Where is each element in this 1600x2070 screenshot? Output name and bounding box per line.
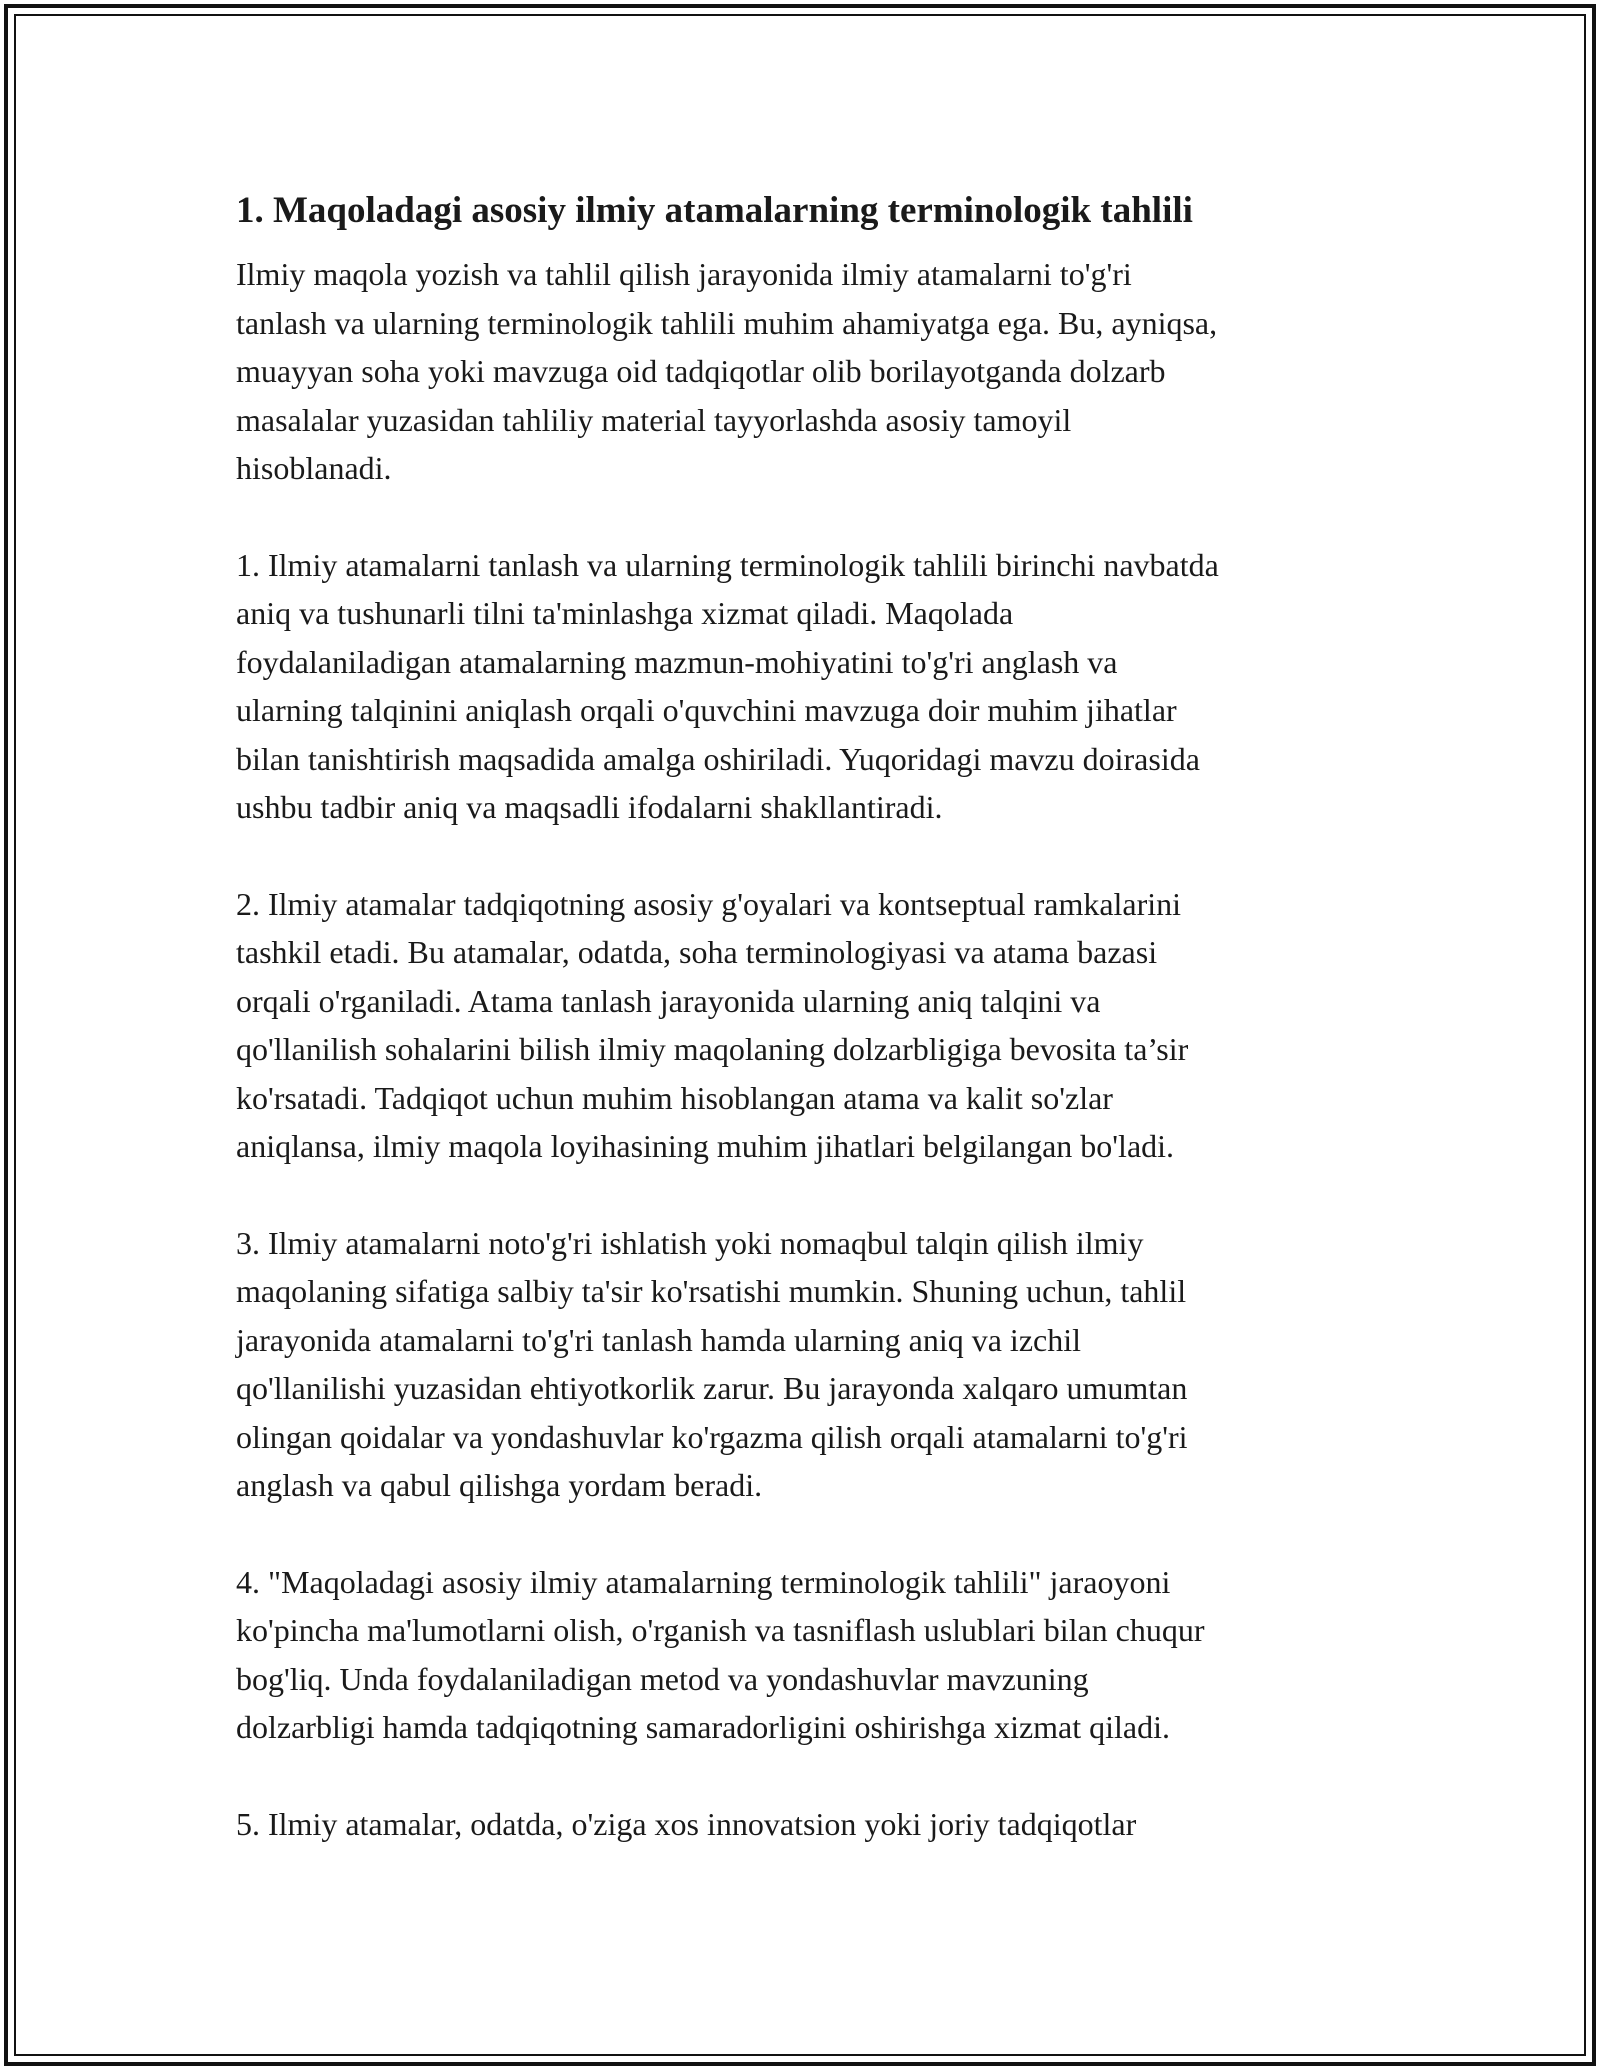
paragraph-line: dolzarbligi hamda tadqiqotning samaradorligini oshirishga xizmat qiladi. [236,1709,1171,1745]
paragraph-line: bilan tanishtirish maqsadida amalga oshiriladi. Yuqoridagi mavzu doirasida [236,740,1200,777]
paragraph-line: maqolaning sifatiga salbiy ta'sir ko'rsatishi mumkin. Shuning uchun, tahlil [236,1273,1187,1309]
paragraph-line: aniq va tushunarli tilni ta'minlashga xizmat qiladi. Maqolada [236,595,1014,631]
paragraph-line: tanlash va ularning terminologik tahlili muhim ahamiyatga ega. Bu, ayniqsa, [236,304,1218,341]
paragraph-line: 2. Ilmiy atamalar tadqiqotning asosiy g'oyalari va kontseptual ramkalarini [236,885,1182,922]
paragraph-line: jarayonida atamalarni to'g'ri tanlash hamda ularning aniq va izchil [236,1321,1081,1358]
paragraph-line: aniqlansa, ilmiy maqola loyihasining muhim jihatlari belgilangan bo'ladi. [236,1128,1175,1164]
paragraph-line: 4. "Maqoladagi asosiy ilmiy atamalarning terminologik tahlili" jaraoyoni [236,1563,1171,1600]
paragraph-line: hisoblanadi. [236,450,392,486]
paragraph-line: ushbu tadbir aniq va maqsadli ifodalarni shakllantiradi. [236,789,943,825]
paragraph-line: 1. Ilmiy atamalarni tanlash va ularning terminologik tahlili birinchi navbatda [236,546,1219,583]
paragraph-line: ko'rsatadi. Tadqiqot uchun muhim hisoblangan atama va kalit so'zlar [236,1079,1113,1116]
paragraph-line: qo'llanilishi yuzasidan ehtiyotkorlik zarur. Bu jarayonda xalqaro umumtan [236,1370,1188,1406]
paragraph-line: ko'pincha ma'lumotlarni olish, o'rganish va tasniflash uslublari bilan chuqur [236,1612,1205,1648]
paragraph-point-3 [236,1219,1376,1510]
paragraph-line: anglash va qabul qilishga yordam beradi. [236,1467,763,1503]
paragraph-point-4 [236,1558,1376,1752]
paragraph-point-2 [236,880,1376,1171]
paragraph-point-5 [236,1800,1376,1849]
paragraph-line: ularning talqinini aniqlash orqali o'quvchini mavzuga doir muhim jihatlar [236,692,1177,728]
paragraph-line: olingan qoidalar va yondashuvlar ko'rgazma qilish orqali atamalarni to'g'ri [236,1418,1188,1455]
paragraph-line: qo'llanilish sohalarini bilish ilmiy maqolaning dolzarbligiga bevosita ta’sir [236,1031,1189,1067]
document-title: 1. Maqoladagi asosiy ilmiy atamalarning terminologik tahlili [236,190,1193,231]
paragraph-line: Ilmiy maqola yozish va tahlil qilish jarayonida ilmiy atamalarni to'g'ri [236,256,1132,292]
paragraph-intro [236,250,1376,493]
paragraph-point-1 [236,541,1376,832]
paragraph-line: orqali o'rganiladi. Atama tanlash jarayonida ularning aniq talqini va [236,982,1101,1019]
paragraph-line: 5. Ilmiy atamalar, odatda, o'ziga xos innovatsion yoki joriy tadqiqotlar [236,1805,1137,1842]
paragraph-line: muayyan soha yoki mavzuga oid tadqiqotlar olib borilayotganda dolzarb [236,353,1166,389]
paragraph-line: foydalaniladigan atamalarning mazmun-mohiyatini to'g'ri anglash va [236,643,1118,680]
paragraph-line: 3. Ilmiy atamalarni noto'g'ri ishlatish yoki nomaqbul talqin qilish ilmiy [236,1224,1144,1261]
document-page [236,186,1376,1896]
paragraph-line: bog'liq. Unda foydalaniladigan metod va yondashuvlar mavzuning [236,1660,1089,1697]
paragraph-line: masalalar yuzasidan tahliliy material tayyorlashda asosiy tamoyil [236,401,1072,438]
paragraph-line: tashkil etadi. Bu atamalar, odatda, soha terminologiyasi va atama bazasi [236,934,1158,970]
